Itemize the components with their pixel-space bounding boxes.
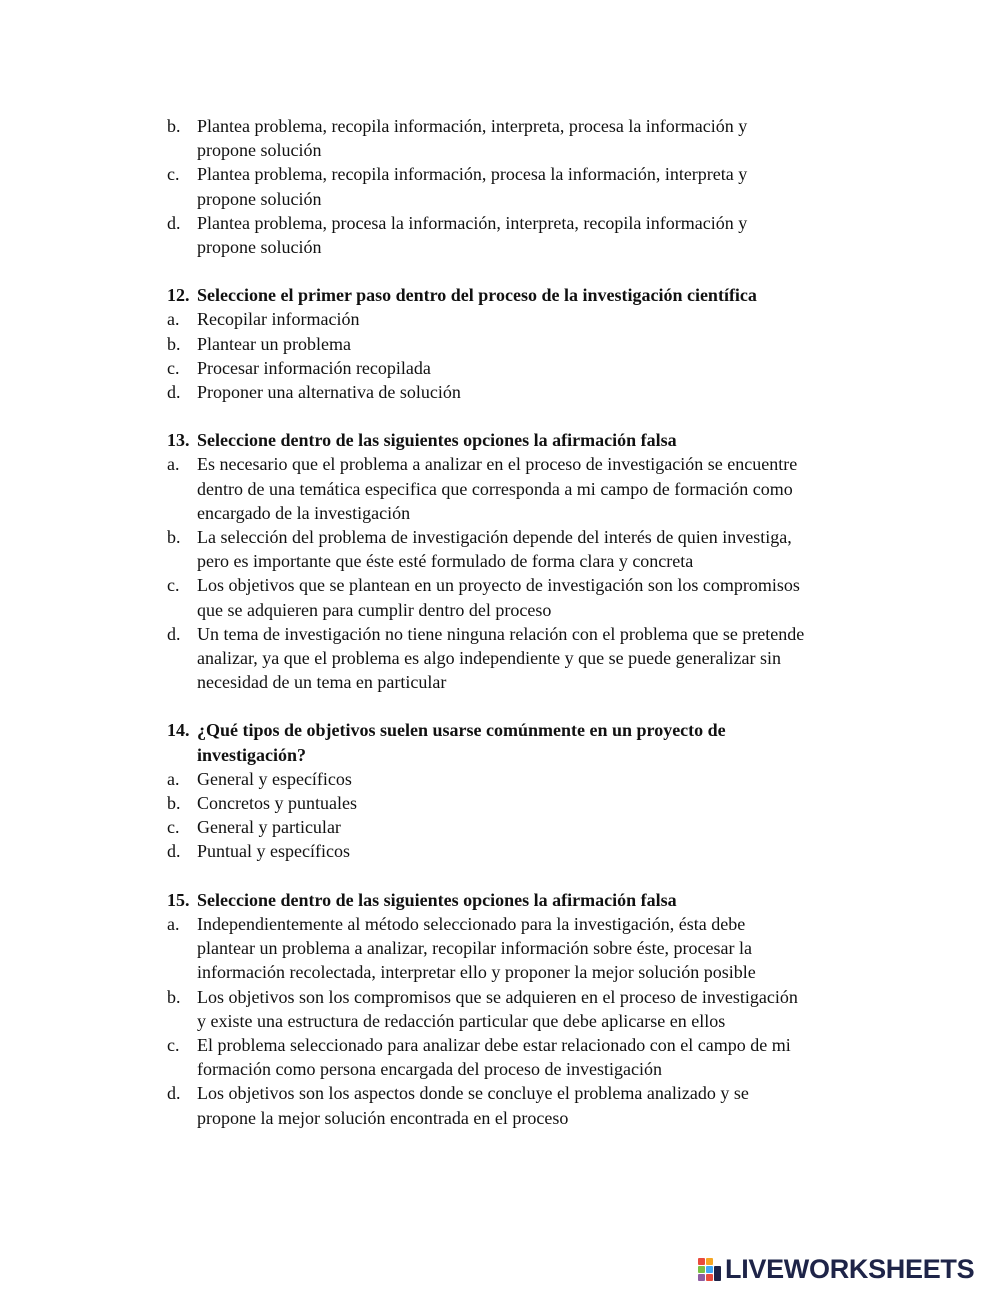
option-text: pero es importante que éste esté formulado de forma clara y concreta [197,551,694,572]
answer-option [167,211,867,259]
answer-option [167,815,867,839]
option-letter [167,936,197,960]
option-line [167,1009,867,1033]
option-letter [167,1057,197,1081]
answer-option [167,912,867,985]
option-text: dentro de una temática especifica que corresponda a mi campo de formación como [197,478,793,499]
answer-option [167,452,867,525]
option-text: propone solución [197,188,322,209]
option-line [167,815,867,839]
option-text: Concretos y puntuales [197,793,357,814]
option-text: formación como persona encargada del proceso de investigación [197,1059,662,1080]
question-number: 14. [167,720,190,741]
question-continued [167,114,867,259]
option-line [167,1057,867,1081]
liveworksheets-logo-icon [697,1254,723,1284]
option-text: La selección del problema de investigación depende del interés de quien investiga, [197,527,792,548]
answer-option [167,356,867,380]
option-letter [167,187,197,211]
question-number: 12. [167,285,190,306]
option-line [167,235,867,259]
option-text: Independientemente al método seleccionado para la investigación, ésta debe [197,913,746,934]
option-text: El problema seleccionado para analizar debe estar relacionado con el campo de mi [197,1034,791,1055]
option-text: Los objetivos son los aspectos donde se concluye el problema analizado y se [197,1083,749,1104]
option-line [167,138,867,162]
option-line [167,646,867,670]
question-title-line [167,718,867,742]
question-title-line [167,743,867,767]
answer-option [167,839,867,863]
option-line [167,477,867,501]
option-text: propone solución [197,237,322,258]
option-line [167,670,867,694]
option-line [167,380,867,404]
option-letter [167,477,197,501]
question-12 [167,283,867,404]
option-letter: d. [167,1083,181,1104]
question-title: Seleccione el primer paso dentro del proceso de la investigación científica [197,285,757,306]
option-text: Plantear un problema [197,333,351,354]
answer-option [167,525,867,573]
answer-option [167,1033,867,1081]
option-text: plantear un problema a analizar, recopilar información sobre éste, procesar la [197,938,753,959]
option-line [167,307,867,331]
option-text: información recolectada, interpretar ello y proponer la mejor solución posible [197,962,756,983]
question-title: ¿Qué tipos de objetivos suelen usarse comúnmente en un proyecto de [197,720,726,741]
option-letter [167,235,197,259]
answer-option [167,985,867,1033]
question-list [167,114,867,1130]
option-line [167,622,867,646]
option-letter: a. [167,768,180,789]
option-line [167,211,867,235]
option-line [167,960,867,984]
option-line [167,839,867,863]
option-text: Puntual y específicos [197,841,350,862]
option-letter: c. [167,164,180,185]
option-letter: d. [167,841,181,862]
question-number: 13. [167,430,190,451]
option-text: encargado de la investigación [197,502,411,523]
option-letter: c. [167,357,180,378]
answer-option [167,791,867,815]
option-letter: b. [167,793,181,814]
option-line [167,598,867,622]
answer-option [167,380,867,404]
option-letter: b. [167,333,181,354]
answer-option [167,114,867,162]
option-letter: d. [167,623,181,644]
option-line [167,525,867,549]
answer-option [167,767,867,791]
option-letter: c. [167,575,180,596]
brand-name: LIVEWORKSHEETS [725,1254,975,1284]
option-letter: d. [167,382,181,403]
option-text: Los objetivos que se plantean en un proyecto de investigación son los compromisos [197,575,800,596]
option-letter: b. [167,986,181,1007]
option-line [167,162,867,186]
option-line [167,356,867,380]
question-title: Seleccione dentro de las siguientes opciones la afirmación falsa [197,430,677,451]
answer-option [167,622,867,695]
option-text: General y particular [197,817,341,838]
option-letter [167,1106,197,1130]
option-text: Plantea problema, recopila información, procesa la información, interpreta y [197,164,748,185]
option-text: Un tema de investigación no tiene ninguna relación con el problema que se pretende [197,623,805,644]
option-letter: b. [167,116,181,136]
option-line [167,936,867,960]
question-13 [167,428,867,694]
option-letter [167,138,197,162]
question-number: 15. [167,889,190,910]
liveworksheets-brand[interactable] [697,1252,974,1286]
option-text: Los objetivos son los compromisos que se adquieren en el proceso de investigación [197,986,798,1007]
option-line [167,791,867,815]
option-line [167,1081,867,1105]
option-line [167,985,867,1009]
option-text: Proponer una alternativa de solución [197,382,461,403]
answer-option [167,162,867,210]
question-title: investigación? [197,744,307,765]
option-line [167,332,867,356]
option-line [167,187,867,211]
option-text: propone solución [197,140,322,161]
option-letter: c. [167,817,180,838]
option-letter [167,598,197,622]
option-text: General y específicos [197,768,352,789]
question-title-line [167,888,867,912]
question-14 [167,718,867,863]
option-text: Procesar información recopilada [197,357,431,378]
answer-option [167,1081,867,1129]
option-line [167,549,867,573]
option-letter [167,1009,197,1033]
option-text: y existe una estructura de redacción particular que debe aplicarse en ellos [197,1010,726,1031]
option-letter: a. [167,913,180,934]
option-letter: a. [167,454,180,475]
option-text: Plantea problema, procesa la información, interpreta, recopila información y [197,212,748,233]
option-line [167,114,867,138]
option-text: analizar, ya que el problema es algo independiente y que se puede generalizar sin [197,648,782,669]
option-line [167,1106,867,1130]
option-letter [167,501,197,525]
option-text: que se adquieren para cumplir dentro del proceso [197,599,552,620]
question-number [167,743,197,767]
option-letter [167,549,197,573]
option-line [167,1033,867,1057]
answer-option [167,332,867,356]
option-text: necesidad de un tema en particular [197,672,447,693]
question-title: Seleccione dentro de las siguientes opciones la afirmación falsa [197,889,677,910]
option-letter: b. [167,527,181,548]
option-line [167,767,867,791]
option-text: Es necesario que el problema a analizar en el proceso de investigación se encuentre [197,454,798,475]
option-letter: a. [167,309,180,330]
option-line [167,573,867,597]
option-letter [167,670,197,694]
option-text: propone la mejor solución encontrada en el proceso [197,1107,569,1128]
option-letter: d. [167,212,181,233]
answer-option [167,573,867,621]
option-line [167,452,867,476]
option-line [167,912,867,936]
option-letter [167,646,197,670]
option-letter: c. [167,1034,180,1055]
question-15 [167,888,867,1130]
option-text: Recopilar información [197,309,360,330]
question-title-line [167,428,867,452]
option-letter [167,960,197,984]
answer-option [167,307,867,331]
option-text: Plantea problema, recopila información, interpreta, procesa la información y [197,116,748,136]
question-title-line [167,283,867,307]
option-line [167,501,867,525]
